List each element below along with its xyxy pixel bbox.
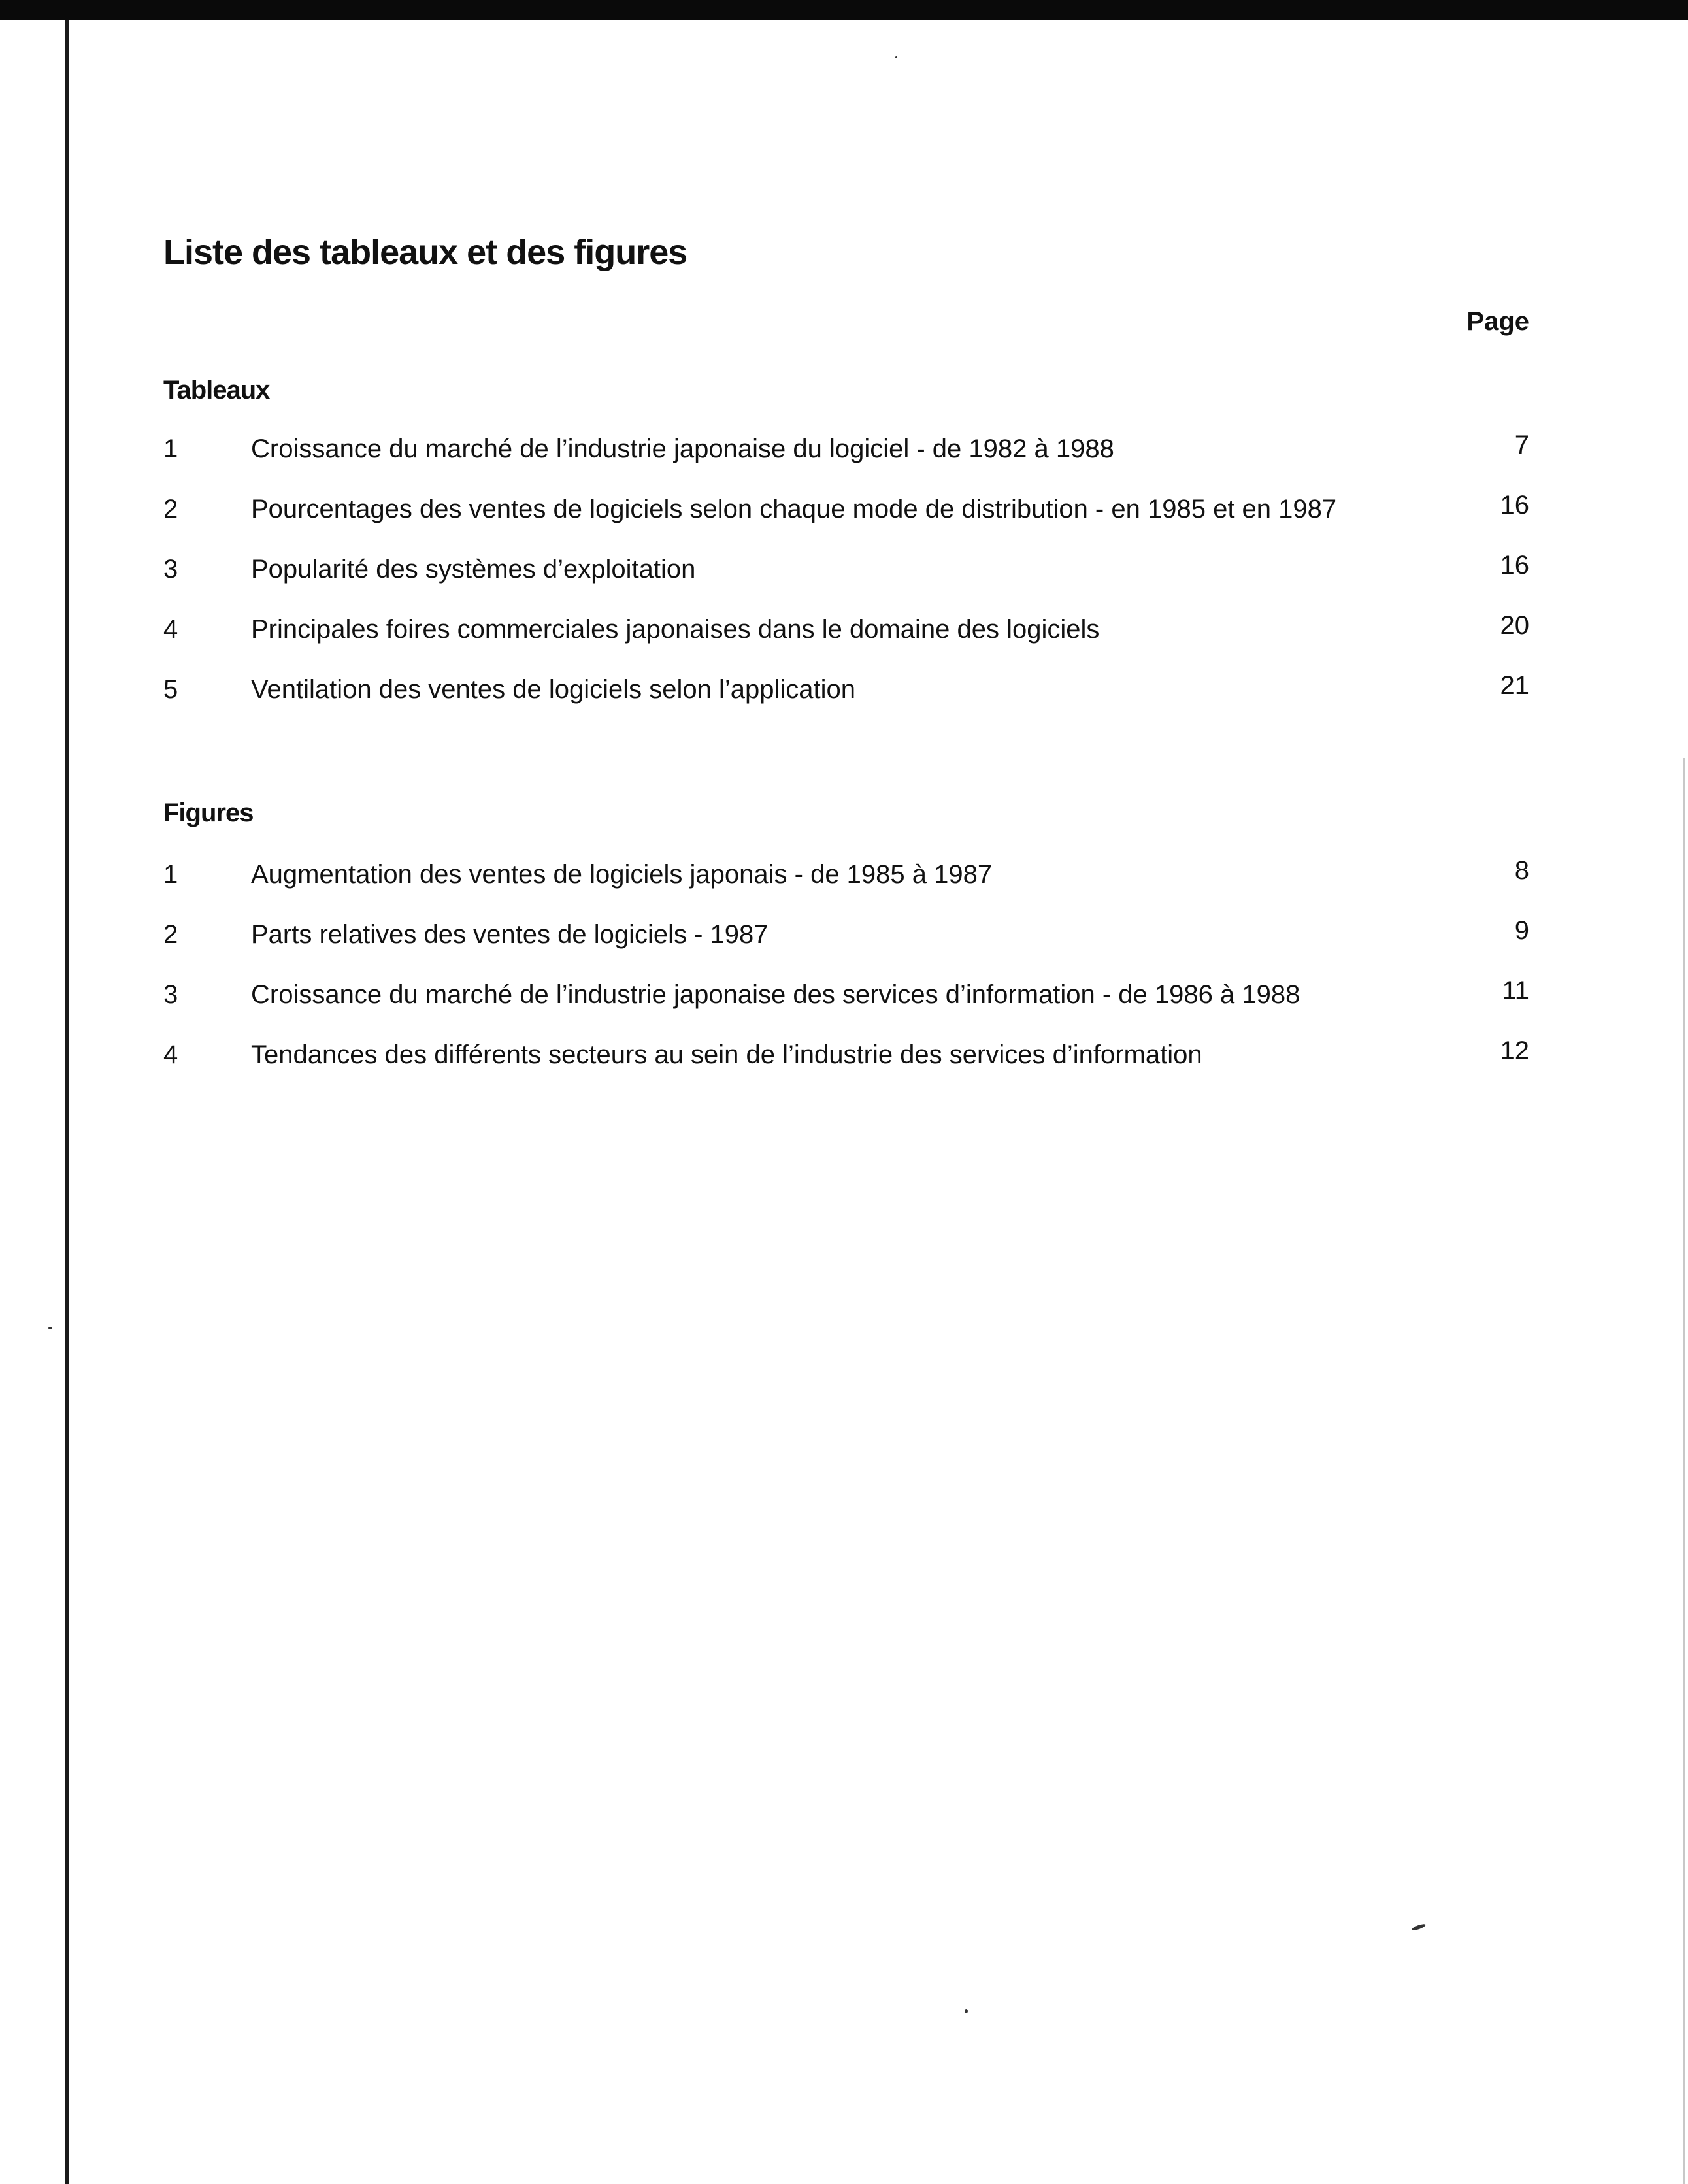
toc-entry [163,551,1529,594]
entry-label: Popularité des systèmes d’exploitation [251,555,696,584]
entry-number: 2 [163,495,178,523]
page-title: Liste des tableaux et des figures [163,233,687,272]
entry-label: Croissance du marché de l’industrie japonaise du logiciel - de 1982 à 1988 [251,435,1114,463]
scan-right-edge [1683,758,1685,2184]
section-heading-figures: Figures [163,799,254,827]
entry-page-number: 8 [1514,856,1529,885]
scan-speck [48,1327,52,1329]
entry-page-number: 11 [1502,976,1529,1005]
toc-entry [163,1036,1529,1080]
entry-page-number: 20 [1500,611,1529,640]
entry-page-number: 7 [1514,431,1529,459]
entry-page-number: 12 [1500,1036,1529,1065]
entry-page-number: 16 [1500,551,1529,580]
toc-entry [163,916,1529,959]
entry-label: Parts relatives des ventes de logiciels - 1987 [251,920,769,949]
toc-entry [163,856,1529,899]
page-column-header: Page [1466,307,1529,336]
entry-page-number: 9 [1514,916,1529,945]
entry-number: 4 [163,1040,178,1069]
entry-number: 5 [163,675,178,704]
scan-top-border [0,0,1688,20]
scan-speck [1412,1923,1427,1931]
entry-label: Tendances des différents secteurs au sein de l’industrie des services d’information [251,1040,1202,1069]
entry-page-number: 21 [1500,671,1529,700]
entry-number: 1 [163,435,178,463]
section-heading-tableaux: Tableaux [163,376,270,405]
entry-label: Ventilation des ventes de logiciels selon l’application [251,675,856,704]
entry-page-number: 16 [1500,491,1529,520]
entry-number: 3 [163,980,178,1009]
scan-speck [965,2009,968,2013]
entry-label: Croissance du marché de l’industrie japonaise des services d’information - de 1986 à 1988 [251,980,1300,1009]
scan-speck [895,56,897,58]
entry-label: Principales foires commerciales japonaises dans le domaine des logiciels [251,615,1100,644]
entry-number: 3 [163,555,178,584]
scan-left-edge [65,20,69,2184]
toc-entry [163,671,1529,714]
toc-entry [163,491,1529,534]
toc-entry [163,611,1529,654]
entry-number: 4 [163,615,178,644]
toc-entry [163,976,1529,1019]
entry-number: 2 [163,920,178,949]
entry-number: 1 [163,860,178,889]
entry-label: Augmentation des ventes de logiciels japonais - de 1985 à 1987 [251,860,993,889]
entry-label: Pourcentages des ventes de logiciels selon chaque mode de distribution - en 1985 et en 1987 [251,495,1337,523]
toc-entry [163,431,1529,474]
